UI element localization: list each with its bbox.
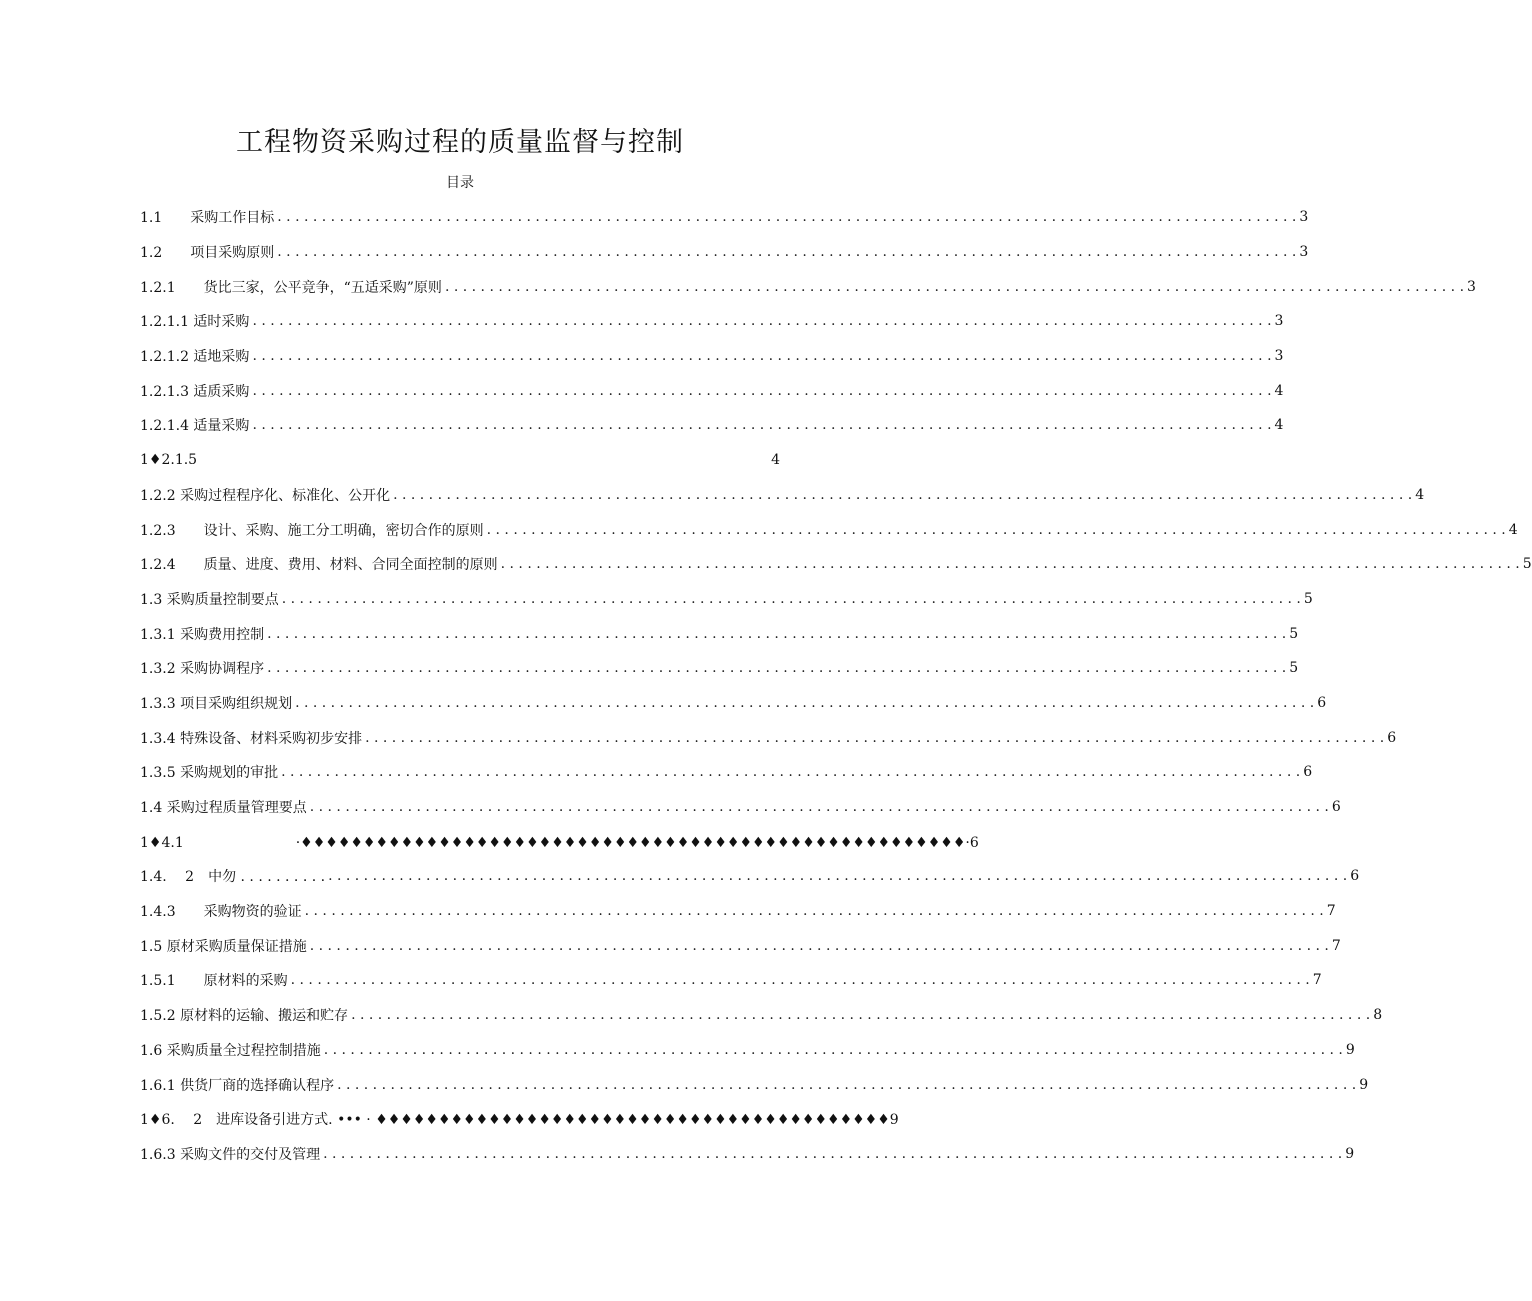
toc-entry-title: 1.4. 2 中勿 . . . . . . . . . . (140, 869, 326, 886)
toc-page-number: 4 (771, 452, 780, 469)
toc-entry-title: 1.2.1.2 适地采购 (140, 349, 250, 366)
toc-dot-leader (267, 626, 1286, 642)
toc-page-number: 3 (1299, 209, 1309, 226)
toc-entry[interactable] (140, 859, 1360, 894)
toc-entry[interactable] (140, 1067, 1369, 1102)
toc-entry[interactable] (140, 998, 1383, 1033)
toc-entry-title: 1.2.3 设计、采购、施工分工明确，密切合作的原则 (140, 522, 484, 539)
toc-entry-title: 1.2.1.3 适质采购 (140, 383, 250, 400)
toc-entry-title: 1.2.2 采购过程程序化、标准化、公开化 (140, 487, 391, 504)
toc-entry-title: 1.2.1.1 适时采购 (140, 314, 250, 331)
toc-page-number: 5 (1289, 625, 1299, 642)
toc-entry[interactable] (140, 824, 979, 859)
toc-entry-title: 1.3.3 项目采购组织规划 (140, 695, 293, 712)
toc-entry-title: 1.1 采购工作目标 (140, 210, 275, 227)
toc-dot-leader (445, 279, 1464, 295)
toc-dot-leader (281, 764, 1300, 780)
toc-dot-leader (295, 695, 1314, 711)
toc-page-number: 9 (1345, 1041, 1355, 1058)
toc-entry[interactable] (140, 894, 1336, 929)
toc-entry-title: 1♦4.1 ·♦♦♦♦♦♦♦♦♦♦♦♦♦♦♦♦♦♦♦♦♦♦♦♦♦♦♦♦♦♦♦♦♦♦♦♦♦♦♦♦♦♦♦♦♦♦♦♦♦♦♦♦♦·6 (140, 834, 979, 851)
toc-dot-leader (365, 730, 1384, 746)
toc-entry[interactable] (140, 616, 1299, 651)
toc-dot-leader (310, 799, 1329, 815)
toc-entry-title: 1.3 采购质量控制要点 (140, 591, 279, 608)
toc-dot-leader (328, 868, 1347, 884)
toc-entry-title: 1.5.2 原材料的运输、搬运和贮存 (140, 1008, 349, 1025)
toc-entry-title: 1.3.5 采购规划的审批 (140, 765, 279, 782)
toc-page-number: 6 (1317, 694, 1327, 711)
toc-entry[interactable] (140, 720, 1397, 755)
toc-entry[interactable] (140, 963, 1322, 998)
toc-page-number: 3 (1274, 348, 1284, 365)
toc-page-number: 9 (1359, 1076, 1369, 1093)
toc-entry-title: 1.2.1 货比三家，公平竞争，“五适采购”原则 (140, 279, 442, 296)
toc-entry-title: 1.6.3 采购文件的交付及管理 (140, 1146, 321, 1163)
toc-dot-leader (267, 660, 1286, 676)
toc-page-number: 5 (1522, 556, 1532, 573)
toc-entry[interactable] (140, 408, 1284, 443)
toc-entry[interactable] (140, 373, 1284, 408)
toc-dot-leader (252, 383, 1271, 399)
toc-entry-title: 1♦2.1.5 (140, 452, 198, 469)
toc-entry[interactable] (140, 755, 1313, 790)
toc-heading: 目录 (446, 175, 474, 191)
toc-page-number: 6 (1331, 799, 1341, 816)
toc-dot-leader (252, 313, 1271, 329)
toc-page-number: 5 (1289, 660, 1299, 677)
page-title: 工程物资采购过程的质量监督与控制 (236, 127, 684, 158)
toc-dot-leader (324, 1042, 1343, 1058)
toc-dot-leader (305, 903, 1324, 919)
toc-entry[interactable] (140, 1033, 1355, 1068)
toc-entry-title: 1.4.3 采购物资的验证 (140, 904, 302, 921)
toc-page-number: 8 (1373, 1007, 1383, 1024)
toc-entry[interactable] (140, 651, 1299, 686)
toc-entry-title: 1.6.1 供货厂商的选择确认程序 (140, 1077, 335, 1094)
toc-entry[interactable] (140, 339, 1284, 374)
table-of-contents (140, 200, 1532, 1171)
toc-dot-leader (282, 591, 1301, 607)
toc-page-number: 5 (1303, 590, 1313, 607)
toc-dot-leader (393, 487, 1412, 503)
toc-dot-leader (487, 522, 1506, 538)
toc-entry-title: 1.6 采购质量全过程控制措施 (140, 1042, 321, 1059)
toc-entry-title: 1.3.4 特殊设备、材料采购初步安排 (140, 730, 363, 747)
toc-page-number: 7 (1331, 937, 1341, 954)
toc-entry[interactable] (140, 200, 1309, 235)
toc-entry[interactable] (140, 512, 1518, 547)
toc-page-number: 4 (1274, 382, 1284, 399)
toc-dot-leader (277, 244, 1296, 260)
toc-page-number: 9 (1345, 1145, 1355, 1162)
toc-dot-leader (277, 209, 1296, 225)
toc-page-number: 6 (1387, 729, 1397, 746)
toc-entry[interactable] (140, 790, 1341, 825)
toc-page-number: 4 (1274, 417, 1284, 434)
toc-page-number: 6 (1350, 868, 1360, 885)
toc-page-number: 3 (1274, 313, 1284, 330)
toc-dot-leader (291, 972, 1310, 988)
toc-dot-leader (337, 1077, 1356, 1093)
toc-page-number: 3 (1467, 278, 1476, 295)
toc-entry[interactable] (140, 928, 1341, 963)
toc-entry[interactable] (140, 1102, 899, 1137)
toc-page-number: 7 (1326, 903, 1336, 920)
toc-entry[interactable] (140, 1137, 1355, 1172)
toc-entry-title: 1.2.4 质量、进度、费用、材料、合同全面控制的原则 (140, 557, 498, 574)
toc-dot-leader (351, 1007, 1370, 1023)
toc-entry[interactable] (140, 269, 1476, 304)
toc-entry-title: 1.3.2 采购协调程序 (140, 661, 265, 678)
toc-entry-title: 1.2 项目采购原则 (140, 245, 275, 262)
toc-dot-leader (252, 348, 1271, 364)
toc-page-number: 7 (1312, 972, 1322, 989)
toc-dot-leader (323, 1146, 1342, 1162)
toc-entry[interactable] (140, 582, 1313, 617)
toc-entry-title: 1.3.1 采购费用控制 (140, 626, 265, 643)
toc-entry-title: 1♦6. 2 进库设备引进方式. ••• · ♦♦♦♦♦♦♦♦♦♦♦♦♦♦♦♦♦♦♦♦♦♦♦♦♦♦♦♦♦♦♦♦♦♦♦♦♦♦♦♦♦9 (140, 1112, 899, 1129)
toc-entry[interactable] (140, 235, 1309, 270)
toc-entry[interactable] (140, 304, 1284, 339)
toc-page-number: 4 (1508, 521, 1518, 538)
toc-entry[interactable] (140, 443, 780, 478)
toc-dot-leader (310, 938, 1329, 954)
toc-entry-title: 1.5 原材采购质量保证措施 (140, 938, 307, 955)
toc-dot-leader (252, 417, 1271, 433)
toc-page-number: 4 (1415, 486, 1425, 503)
toc-entry[interactable] (140, 686, 1327, 721)
toc-dot-leader (501, 556, 1520, 572)
toc-page-number: 6 (1303, 764, 1313, 781)
toc-entry[interactable] (140, 547, 1532, 582)
toc-entry-title: 1.4 采购过程质量管理要点 (140, 800, 307, 817)
toc-entry-title: 1.5.1 原材料的采购 (140, 973, 288, 990)
toc-entry-title: 1.2.1.4 适量采购 (140, 418, 250, 435)
toc-page-number: 3 (1299, 244, 1309, 261)
toc-entry[interactable] (140, 478, 1425, 513)
